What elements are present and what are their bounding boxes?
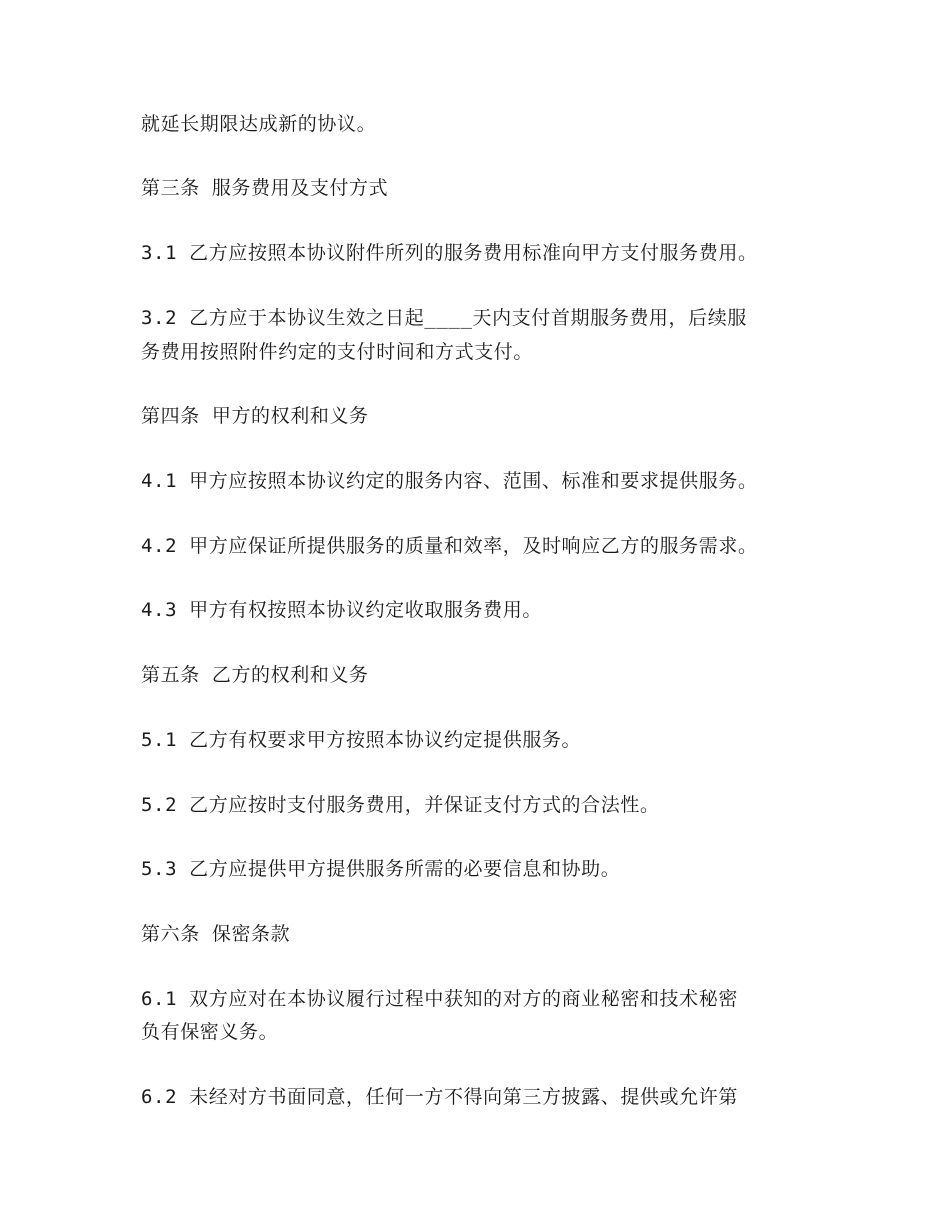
clause-5-3: 5.3 乙方应提供甲方提供服务所需的必要信息和协助。 (141, 858, 621, 880)
article-6-heading: 第六条 保密条款 (141, 923, 291, 945)
clause-5-1: 5.1 乙方有权要求甲方按照本协议约定提供服务。 (141, 729, 582, 751)
article-4-heading: 第四条 甲方的权利和义务 (141, 405, 369, 427)
paragraph-extension-agreement: 就延长期限达成新的协议。 (141, 113, 377, 135)
clause-6-1-line-2: 负有保密义务。 (141, 1021, 279, 1043)
clause-3-1: 3.1 乙方应按照本协议附件所列的服务费用标准向甲方支付服务费用。 (141, 242, 758, 264)
clause-4-3: 4.3 甲方有权按照本协议约定收取服务费用。 (141, 599, 542, 621)
clause-6-2-line-1: 6.2 未经对方书面同意，任何一方不得向第三方披露、提供或允许第 (141, 1086, 738, 1108)
clause-3-2-line-2: 务费用按照附件约定的支付时间和方式支付。 (141, 341, 534, 363)
clause-5-2: 5.2 乙方应按时支付服务费用，并保证支付方式的合法性。 (141, 794, 660, 816)
clause-6-1-line-1: 6.1 双方应对在本协议履行过程中获知的对方的商业秘密和技术秘密 (141, 988, 738, 1010)
article-5-heading: 第五条 乙方的权利和义务 (141, 664, 369, 686)
clause-4-2: 4.2 甲方应保证所提供服务的质量和效率，及时响应乙方的服务需求。 (141, 535, 758, 557)
clause-3-2-line-1: 3.2 乙方应于本协议生效之日起____天内支付首期服务费用，后续服 (141, 307, 747, 329)
article-3-heading: 第三条 服务费用及支付方式 (141, 177, 389, 199)
clause-4-1: 4.1 甲方应按照本协议约定的服务内容、范围、标准和要求提供服务。 (141, 470, 758, 492)
